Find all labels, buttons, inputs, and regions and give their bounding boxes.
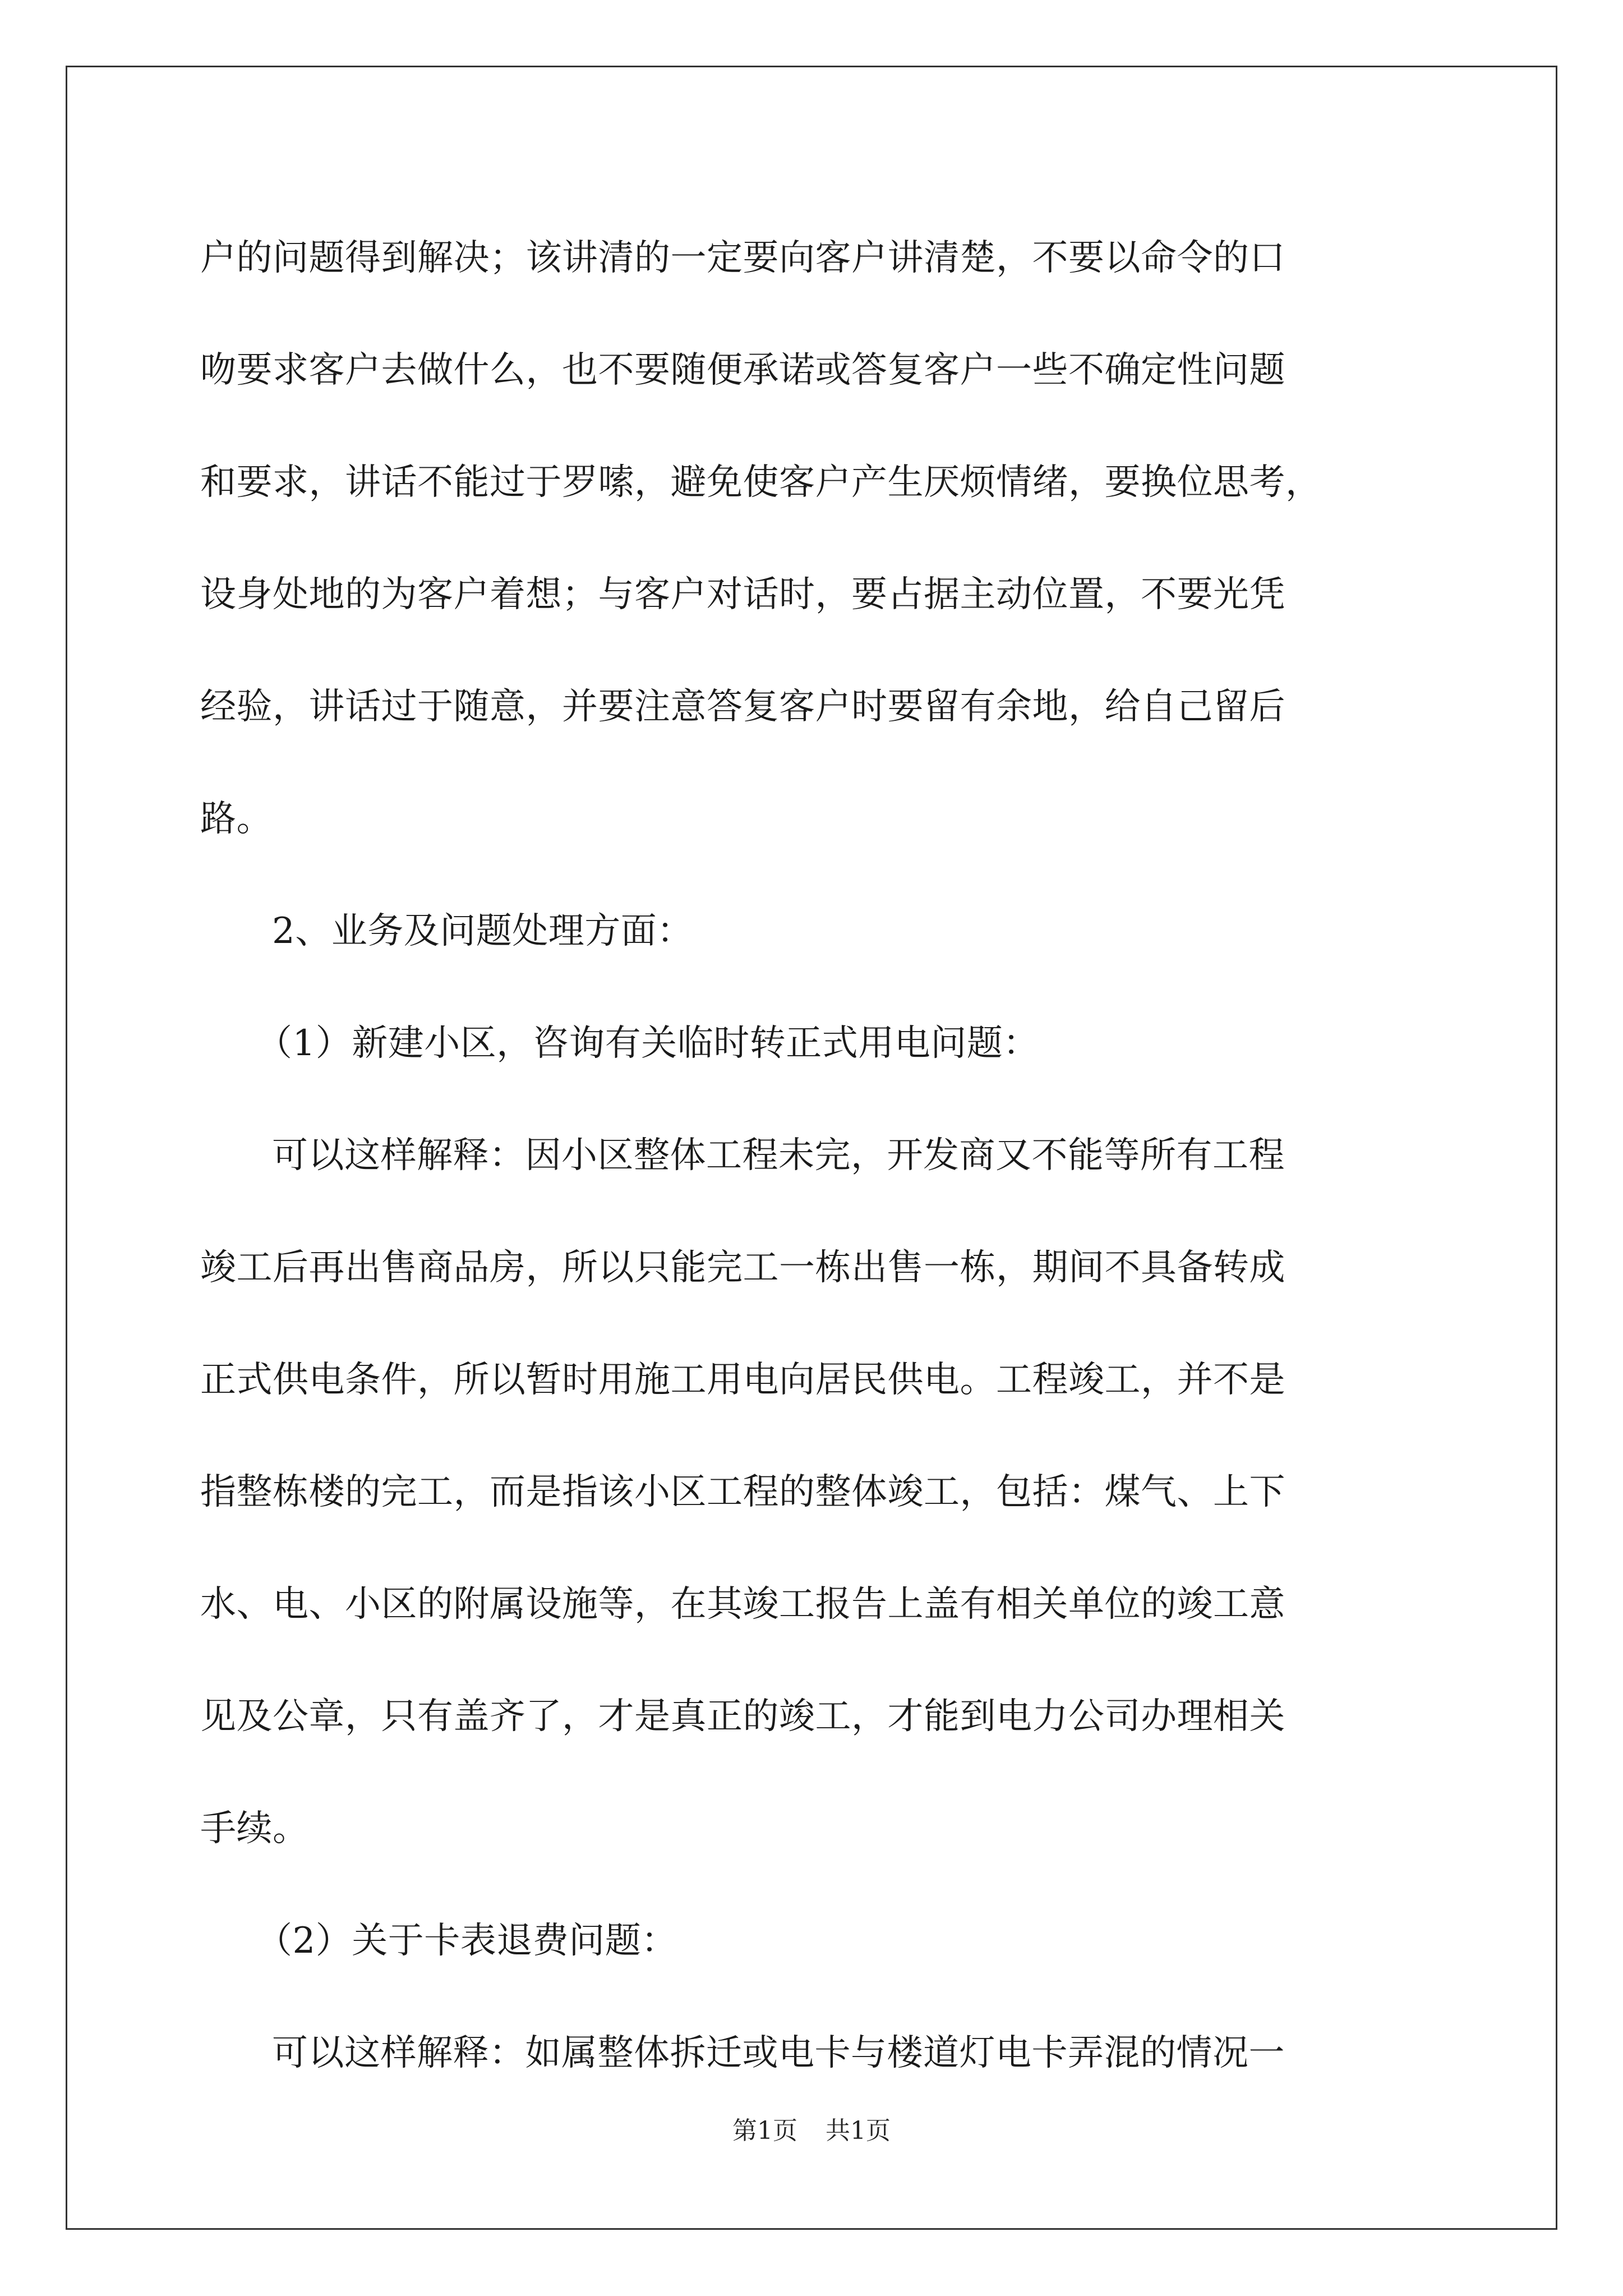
text-line: 经验，讲话过于随意，并要注意答复客户时要留有余地，给自己留后: [200, 686, 1285, 728]
subsection-heading: （2）关于卡表退费问题：: [256, 1920, 677, 1962]
text-line: 手续。: [200, 1808, 309, 1849]
text-line: 可以这样解释：如属整体拆迁或电卡与楼道灯电卡弄混的情况一: [272, 2032, 1285, 2074]
document-body: [200, 202, 1445, 2109]
text-line: 指整栋楼的完工，而是指该小区工程的整体竣工，包括：煤气、上下: [200, 1471, 1285, 1513]
page-total: 共1页: [826, 2116, 891, 2145]
page-number: 第1页: [732, 2116, 797, 2145]
text-line: 水、电、小区的附属设施等，在其竣工报告上盖有相关单位的竣工意: [200, 1584, 1285, 1625]
text-line: 吻要求客户去做什么，也不要随便承诺或答复客户一些不确定性问题: [200, 349, 1285, 391]
page-footer: [0, 2110, 1623, 2146]
text-line: 见及公章，只有盖齐了，才是真正的竣工，才能到电力公司办理相关: [200, 1696, 1285, 1737]
text-line: 正式供电条件，所以暂时用施工用电向居民供电。工程竣工，并不是: [200, 1359, 1285, 1401]
text-line: 竣工后再出售商品房，所以只能完工一栋出售一栋，期间不具备转成: [200, 1247, 1285, 1289]
text-line: 设身处地的为客户着想；与客户对话时，要占据主动位置，不要光凭: [200, 574, 1285, 615]
text-line: 户的问题得到解决；该讲清的一定要向客户讲清楚，不要以命令的口: [200, 237, 1285, 279]
text-line: 路。: [200, 798, 273, 840]
section-heading: 2、业务及问题处理方面：: [272, 910, 693, 952]
text-line: 可以这样解释：因小区整体工程未完，开发商又不能等所有工程: [272, 1135, 1285, 1176]
text-line: 和要求，讲话不能过于罗嗦，避免使客户产生厌烦情绪，要换位思考，: [200, 462, 1322, 503]
subsection-heading: （1）新建小区，咨询有关临时转正式用电问题：: [256, 1023, 1039, 1064]
